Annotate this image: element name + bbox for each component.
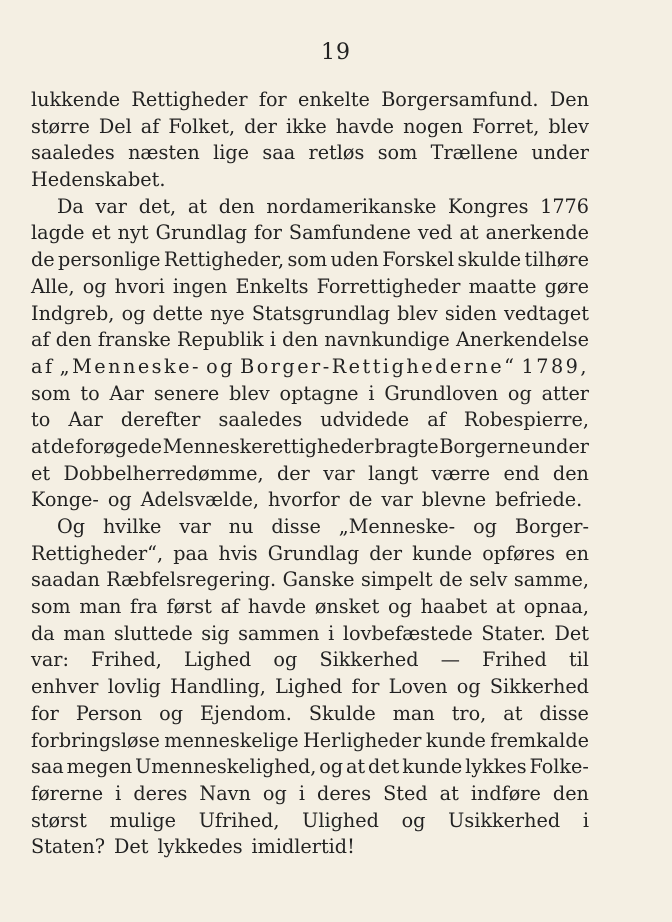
word: lukkende: [31, 88, 121, 111]
word: i: [582, 808, 589, 832]
word: ikke: [285, 114, 327, 138]
text-line: [31, 621, 589, 648]
word: at: [345, 755, 366, 779]
word: Sikkerhed: [489, 675, 589, 699]
word: Lighed: [184, 648, 252, 672]
word: „Menneske-: [338, 515, 456, 538]
word: Enkelts: [235, 274, 309, 298]
word: førerne: [31, 781, 104, 805]
text-line: [31, 567, 589, 594]
text-line: [31, 514, 589, 541]
word: Borger-Rettighederne“: [240, 354, 517, 378]
word: —: [440, 648, 460, 672]
word: saaledes: [218, 408, 303, 432]
word: sluttede: [113, 621, 193, 645]
word: var:: [31, 648, 69, 672]
text-line: [31, 274, 589, 301]
text-line: [31, 140, 589, 167]
word: lagde: [31, 221, 85, 245]
word: paa: [173, 541, 209, 565]
word: deres: [133, 781, 188, 805]
word: og: [507, 381, 532, 405]
word: Statsgrundlag: [251, 301, 390, 325]
word: forøgede: [75, 434, 162, 458]
word: Frihed: [482, 648, 547, 672]
word: størst: [31, 808, 87, 832]
word: Ræbfelsregering.: [106, 568, 277, 592]
word: Sikkerhed: [319, 648, 419, 672]
word: dette: [152, 301, 203, 325]
word: Borger-: [514, 515, 589, 538]
word: og: [107, 488, 132, 512]
word: man: [63, 621, 106, 645]
word: langt: [368, 461, 419, 485]
word: skulde: [457, 248, 522, 272]
word: som: [377, 141, 418, 165]
text-line: [31, 541, 589, 568]
word: at: [31, 434, 51, 458]
word: to: [80, 381, 100, 405]
word: og: [159, 701, 184, 725]
word: saaledes: [31, 141, 115, 165]
word: menneskelige: [164, 728, 299, 752]
word: hvori: [114, 274, 165, 298]
word: under: [531, 434, 589, 458]
word: ingen: [172, 274, 228, 298]
word: Loven: [388, 675, 448, 699]
word: et: [91, 221, 111, 245]
word: for: [258, 88, 287, 111]
word: et: [31, 461, 51, 485]
word: haabet: [420, 595, 488, 619]
word: Ufrihed,: [198, 808, 280, 832]
word: blev: [397, 301, 438, 325]
word: som: [287, 248, 328, 272]
word: Forret,: [472, 114, 540, 138]
word: samme,: [513, 568, 589, 592]
word: blev: [229, 381, 270, 405]
word: kunde: [412, 541, 473, 565]
word: Grundlag: [267, 541, 360, 565]
word: at: [187, 194, 207, 218]
word: lovbefæstede: [342, 621, 473, 645]
text-line: [31, 434, 589, 461]
word: personlige: [58, 248, 161, 272]
word: Grundlag: [155, 221, 247, 245]
word: Det: [114, 835, 149, 859]
word: saa: [31, 755, 64, 779]
word: af: [140, 114, 160, 138]
word: 1776: [540, 194, 589, 218]
word: hvilke: [102, 515, 162, 538]
word: optagne: [279, 381, 359, 405]
word: Grundloven: [384, 381, 499, 405]
word: var: [381, 488, 413, 512]
word: Frihed,: [91, 648, 162, 672]
word: Samfundene: [288, 221, 411, 245]
word: havde: [247, 595, 307, 619]
body-text: [31, 87, 589, 861]
word: den: [55, 328, 92, 352]
word: var: [179, 515, 211, 538]
word: de: [50, 434, 75, 458]
word: Kongres: [448, 194, 529, 218]
word: befriede.: [495, 488, 583, 512]
word: under: [531, 141, 589, 165]
word: blevne: [421, 488, 487, 512]
word: deres: [317, 781, 372, 805]
word: Anerkendelse: [455, 328, 589, 352]
word: Staten?: [31, 835, 106, 859]
word: og: [82, 274, 107, 298]
text-line: [31, 114, 589, 141]
text-line: [31, 247, 589, 274]
word: 1789,: [521, 354, 589, 378]
word: indføre: [470, 781, 541, 805]
word: Borgersamfund.: [381, 88, 539, 111]
word: end: [503, 461, 540, 485]
word: der: [369, 541, 403, 565]
word: Den: [549, 88, 589, 111]
word: og: [388, 595, 412, 619]
word: Rettigheder“,: [31, 541, 164, 565]
word: disse: [539, 701, 589, 725]
word: Rettigheder: [131, 88, 248, 111]
word: Skulde: [308, 701, 376, 725]
word: at: [495, 595, 516, 619]
word: som: [31, 595, 71, 619]
word: af: [427, 408, 446, 432]
word: næsten: [128, 141, 200, 165]
word: franske: [97, 328, 171, 352]
word: imidlertid!: [251, 835, 355, 859]
word: Sted: [383, 781, 428, 805]
word: en: [565, 541, 589, 565]
word: forbringsløse: [31, 728, 160, 752]
word: og: [262, 781, 287, 805]
word: nye: [210, 301, 245, 325]
word: Adelsvælde,: [140, 488, 259, 512]
word: enkelte: [298, 88, 370, 111]
word: man: [79, 595, 122, 619]
word: den: [552, 461, 589, 485]
word: opnaa,: [523, 595, 589, 619]
word: for: [31, 701, 59, 725]
word: Republik: [177, 328, 264, 352]
word: Trællene: [430, 141, 519, 165]
word: vedtaget: [504, 301, 589, 325]
word: og: [273, 648, 298, 672]
text-line: [31, 167, 589, 194]
word: simpelt: [360, 568, 433, 592]
text-line: [31, 674, 589, 701]
word: Forrettigheder: [316, 274, 461, 298]
word: at: [439, 781, 459, 805]
word: Ejendom.: [200, 701, 292, 725]
word: anerkende: [485, 221, 589, 245]
word: lykkes: [465, 755, 527, 779]
word: nogen: [403, 114, 463, 138]
word: Da: [57, 194, 84, 218]
word: Usikkerhed: [448, 808, 561, 832]
word: blev: [548, 114, 589, 138]
word: Robespierre,: [463, 408, 589, 432]
word: Ganske: [282, 568, 355, 592]
text-line: [31, 220, 589, 247]
text-line: [31, 87, 589, 114]
word: atter: [541, 381, 589, 405]
word: lovlig: [107, 675, 161, 699]
word: havde: [335, 114, 395, 138]
text-line: [31, 781, 589, 808]
word: i: [298, 781, 305, 805]
word: Folke-: [529, 755, 589, 779]
word: af: [31, 354, 55, 378]
text-line: [31, 487, 589, 514]
word: derefter: [120, 408, 201, 432]
word: Person: [75, 701, 143, 725]
word: til: [568, 648, 589, 672]
word: af: [220, 595, 240, 619]
word: var: [323, 461, 355, 485]
word: i: [368, 381, 375, 405]
word: at: [503, 701, 523, 725]
word: for: [254, 221, 282, 245]
word: som: [31, 381, 71, 405]
word: opføres: [482, 541, 556, 565]
word: Umenneskelighed,: [135, 755, 317, 779]
word: udvidede: [320, 408, 410, 432]
word: Det: [554, 621, 589, 645]
text-line: [31, 754, 589, 781]
word: større: [31, 114, 90, 138]
text-line: [31, 701, 589, 728]
word: Aar: [68, 408, 103, 432]
text-line: [31, 728, 589, 755]
word: retløs: [308, 141, 365, 165]
word: Rettigheder,: [163, 248, 285, 272]
word: maatte: [468, 274, 537, 298]
word: de: [439, 568, 463, 592]
word: og: [121, 301, 146, 325]
word: tro,: [451, 701, 487, 725]
text-line: [31, 834, 589, 861]
word: Alle,: [31, 274, 75, 298]
page-number: 19: [321, 40, 351, 65]
word: de: [348, 488, 373, 512]
word: Ulighed: [302, 808, 379, 832]
text-line: [31, 647, 589, 674]
text-line: [31, 301, 589, 328]
word: bragte: [374, 434, 439, 458]
word: den: [282, 328, 319, 352]
word: nu: [228, 515, 254, 538]
word: den: [552, 781, 589, 805]
word: at: [459, 221, 479, 245]
word: ved: [417, 221, 453, 245]
word: nordamerikanske: [266, 194, 437, 218]
word: senere: [153, 381, 220, 405]
text-line: [31, 407, 589, 434]
word: Aar: [109, 381, 144, 405]
word: det: [368, 755, 400, 779]
word: megen: [66, 755, 133, 779]
word: Lighed: [275, 675, 343, 699]
word: værre: [431, 461, 491, 485]
text-line: [31, 381, 589, 408]
word: i: [269, 328, 276, 352]
word: navnkundige: [324, 328, 450, 352]
word: for: [351, 675, 380, 699]
word: Hedenskabet.: [31, 168, 166, 192]
word: og: [206, 354, 235, 378]
word: Forskel: [382, 248, 455, 272]
text-line: [31, 461, 589, 488]
word: den: [218, 194, 255, 218]
word: var: [95, 194, 127, 218]
word: af: [31, 328, 50, 352]
word: først: [166, 595, 212, 619]
word: der: [244, 114, 277, 138]
word: Handling,: [170, 675, 266, 699]
word: lige: [213, 141, 250, 165]
word: ønsket: [314, 595, 380, 619]
word: saa: [262, 141, 296, 165]
word: sammen: [238, 621, 320, 645]
word: tilhøre: [524, 248, 589, 272]
word: det,: [138, 194, 177, 218]
word: Og: [57, 515, 86, 538]
word: sig: [201, 621, 230, 645]
word: enhver: [31, 675, 99, 699]
word: i: [115, 781, 122, 805]
word: og: [319, 755, 344, 779]
word: disse: [271, 515, 321, 538]
text-line: [31, 327, 589, 354]
word: selv: [469, 568, 508, 592]
word: man: [392, 701, 435, 725]
word: lykkedes: [157, 835, 243, 859]
word: og: [473, 515, 497, 538]
word: Indgreb,: [31, 301, 115, 325]
word: uden: [330, 248, 379, 272]
word: der: [277, 461, 310, 485]
word: Folket,: [168, 114, 236, 138]
word: og: [401, 808, 426, 832]
word: hvis: [218, 541, 258, 565]
word: nyt: [117, 221, 149, 245]
word: „Menneske-: [59, 354, 201, 378]
word: kunde: [402, 755, 463, 779]
word: Menneskerettigheder: [162, 434, 374, 458]
text-line: [31, 194, 589, 221]
word: siden: [444, 301, 497, 325]
text-line: [31, 594, 589, 621]
word: Navn: [199, 781, 251, 805]
text-line: [31, 354, 589, 381]
word: saadan: [31, 568, 100, 592]
word: Del: [98, 114, 132, 138]
word: hvorfor: [267, 488, 340, 512]
text-line: [31, 808, 589, 835]
word: Konge-: [31, 488, 99, 512]
word: da: [31, 621, 55, 645]
word: Dobbelherredømme,: [63, 461, 264, 485]
word: fra: [130, 595, 158, 619]
word: og: [456, 675, 481, 699]
word: mulige: [109, 808, 177, 832]
word: gøre: [544, 274, 589, 298]
word: i: [328, 621, 335, 645]
word: Stater.: [481, 621, 546, 645]
word: kunde: [425, 728, 486, 752]
word: Borgerne: [439, 434, 531, 458]
word: Herligheder: [303, 728, 422, 752]
word: fremkalde: [490, 728, 589, 752]
word: to: [31, 408, 51, 432]
word: de: [31, 248, 55, 272]
